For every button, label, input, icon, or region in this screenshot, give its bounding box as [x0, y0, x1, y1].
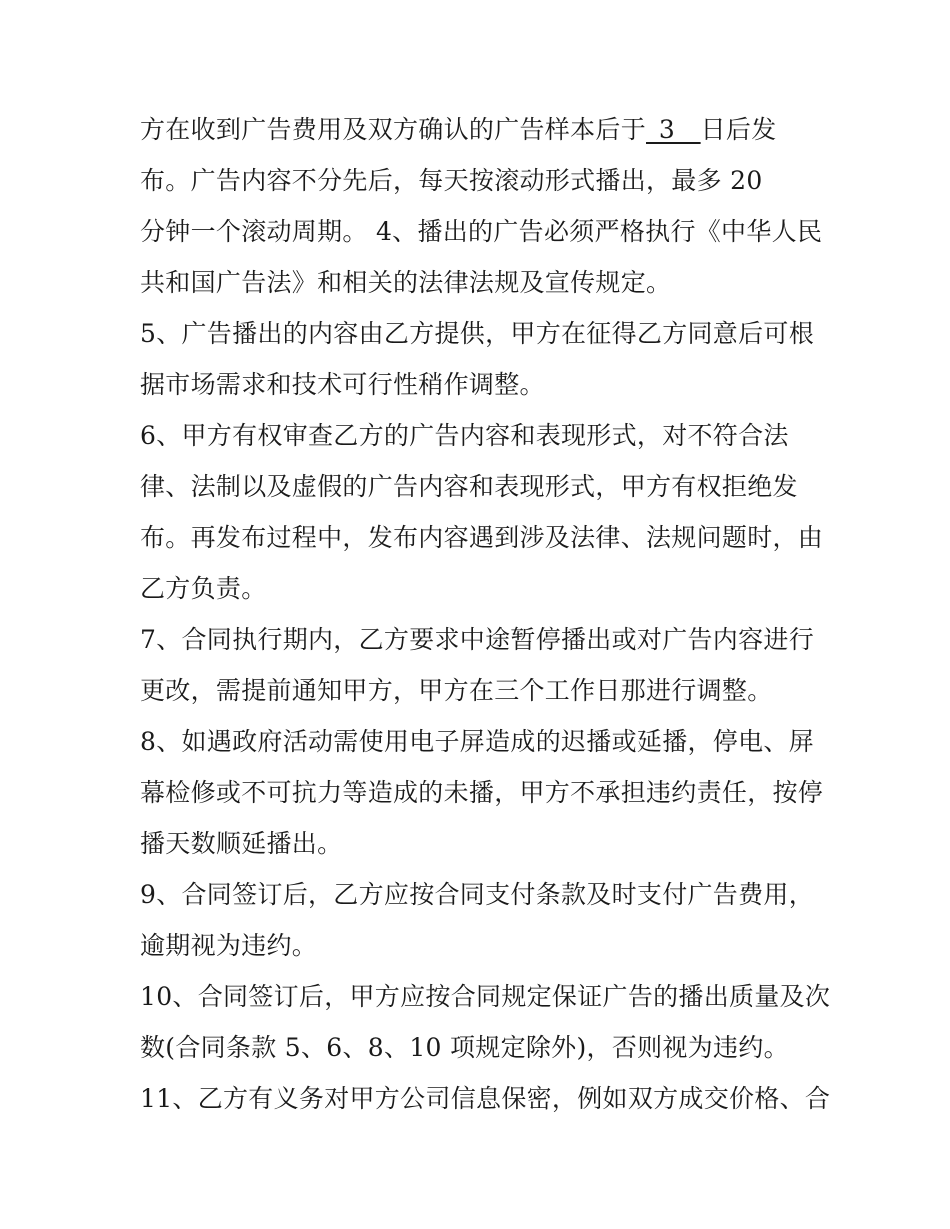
paragraph-line: 律、法制以及虚假的广告内容和表现形式，甲方有权拒绝发: [140, 472, 798, 501]
paragraph-line: 7、合同执行期内，乙方要求中途暂停播出或对广告内容进行: [140, 625, 815, 654]
paragraph-line: 布。再发布过程中，发布内容遇到涉及法律、法规问题时，由: [140, 523, 824, 552]
paragraph-line: 11、乙方有义务对甲方公司信息保密，例如双方成交价格、合: [140, 1084, 831, 1113]
line-text-after-blank: 日后发: [700, 115, 777, 144]
paragraph-line: 6、甲方有权审查乙方的广告内容和表现形式，对不符合法: [140, 421, 789, 450]
line-text-before-blank: 方在收到广告费用及双方确认的广告样本后于: [140, 115, 647, 144]
paragraph-line: 数(合同条款 5、6、8、10 项规定除外)，否则视为违约。: [140, 1033, 789, 1062]
paragraph-line: 幕检修或不可抗力等造成的未播，甲方不承担违约责任，按停: [140, 778, 824, 807]
paragraph-line: 9、合同签订后，乙方应按合同支付条款及时支付广告费用，: [140, 880, 815, 909]
paragraph-line: 逾期视为违约。: [140, 931, 318, 960]
paragraph-line: 更改，需提前通知甲方，甲方在三个工作日那进行调整。: [140, 676, 773, 705]
paragraph-line: 10、合同签订后，甲方应按合同规定保证广告的播出质量及次: [140, 982, 831, 1011]
fill-in-blank: _3__: [646, 115, 701, 144]
paragraph-line: 播天数顺延播出。: [140, 829, 343, 858]
paragraph-line: 8、如遇政府活动需使用电子屏造成的迟播或延播，停电、屏: [140, 727, 815, 756]
paragraph-line: 5、广告播出的内容由乙方提供，甲方在征得乙方同意后可根: [140, 319, 815, 348]
paragraph-line: 布。广告内容不分先后，每天按滚动形式播出，最多 20: [140, 166, 763, 195]
paragraph-line: 据市场需求和技术可行性稍作调整。: [140, 370, 545, 399]
paragraph-line: 分钟一个滚动周期。 4、播出的广告必须严格执行《中华人民: [140, 217, 823, 246]
paragraph-line: 乙方负责。: [140, 574, 267, 603]
paragraph-line: 共和国广告法》和相关的法律法规及宣传规定。: [140, 268, 672, 297]
paragraph-line: [140, 113, 777, 147]
